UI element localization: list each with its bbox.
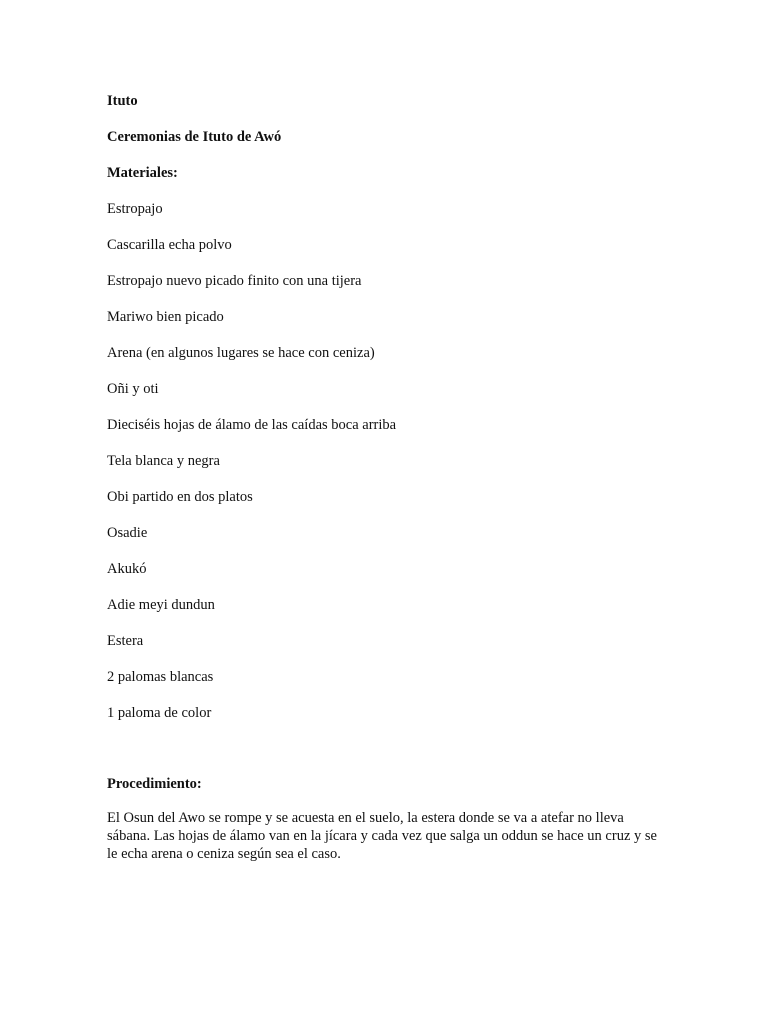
list-item: 2 palomas blancas — [107, 669, 214, 685]
procedure-paragraph: El Osun del Awo se rompe y se acuesta en el suelo, la estera donde se va a atefar no lleva sábana. Las hojas de álamo van en la jícara y cada vez que salga un oddun se hace un cruz y se le echa arena o ceniza según sea el caso. — [107, 810, 657, 862]
list-item: Cascarilla echa polvo — [107, 237, 232, 253]
list-item: 1 paloma de color — [107, 705, 212, 721]
list-item: Osadie — [107, 525, 148, 541]
document-subtitle: Ceremonias de Ituto de Awó — [107, 129, 282, 145]
list-item: Estropajo nuevo picado finito con una tijera — [107, 273, 362, 289]
document-title: Ituto — [107, 93, 138, 109]
list-item: Estropajo — [107, 201, 163, 217]
list-item: Arena (en algunos lugares se hace con ceniza) — [107, 345, 375, 361]
list-item: Tela blanca y negra — [107, 453, 220, 469]
list-item: Obi partido en dos platos — [107, 489, 253, 505]
list-item: Estera — [107, 633, 144, 649]
procedure-heading: Procedimiento: — [107, 776, 202, 792]
list-item: Akukó — [107, 561, 147, 577]
materials-heading: Materiales: — [107, 165, 178, 181]
list-item: Oñi y oti — [107, 381, 159, 397]
list-item: Mariwo bien picado — [107, 309, 224, 325]
list-item: Dieciséis hojas de álamo de las caídas boca arriba — [107, 417, 397, 433]
list-item: Adie meyi dundun — [107, 597, 215, 613]
